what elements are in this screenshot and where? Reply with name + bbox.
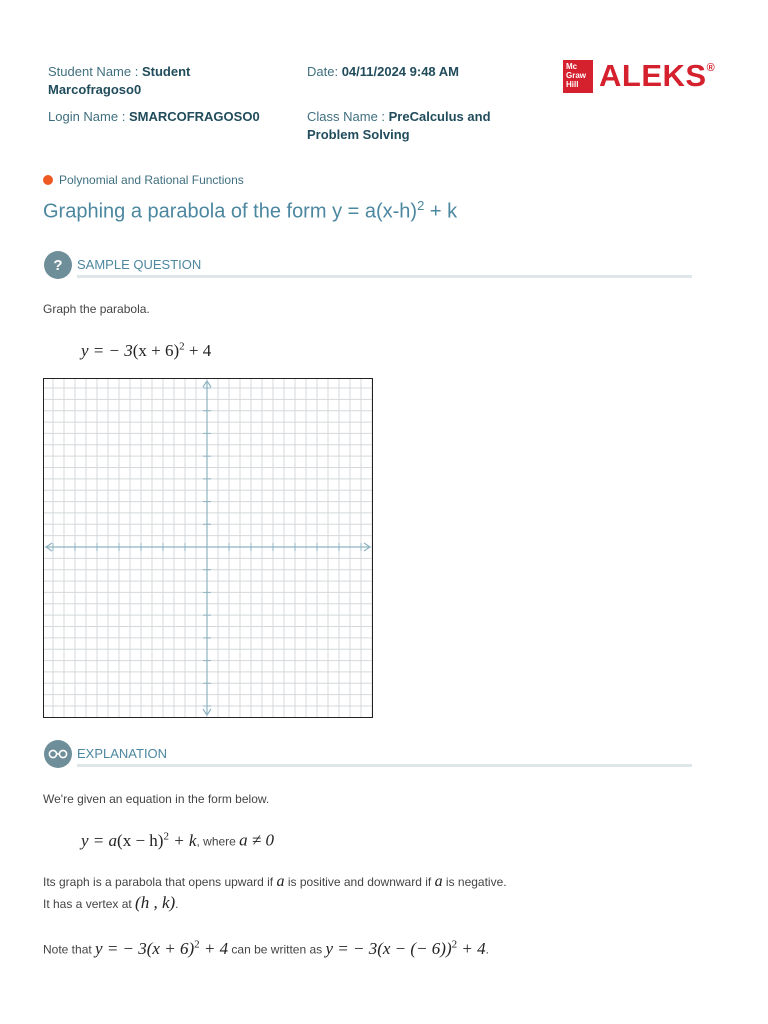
question-mark-icon: ? [44, 251, 72, 279]
sample-equation: y = − $3(x + 6)^2 + 4$ [81, 340, 212, 360]
explanation-note: Note that y = − $3(x + 6)^2 + 4$ can be written as y = − 3(x − (− 6))$^2$ + 4. [43, 938, 489, 958]
topic-label: Polynomial and Rational Functions [59, 173, 244, 187]
sample-question-label: SAMPLE QUESTION [77, 257, 202, 272]
date-field [307, 63, 537, 81]
explanation-header [44, 740, 692, 770]
topic-dot-icon [43, 175, 53, 185]
class-field [307, 108, 527, 144]
graph-grid[interactable] [44, 379, 372, 717]
login-field [48, 108, 298, 126]
login-label: Login Name : [48, 109, 129, 124]
student-name-value: Student Marcofragoso0 [48, 64, 191, 97]
aleks-logo [563, 58, 715, 94]
page-title: Graphing a parabola of the form $y = a(x-h)^2 + k$ [43, 198, 458, 223]
login-value: SMARCOFRAGOSO0 [128, 109, 260, 124]
class-value: PreCalculus and Problem Solving [307, 109, 491, 142]
aleks-wordmark: ALEKS® [599, 58, 716, 93]
explanation-label: EXPLANATION [77, 746, 168, 761]
sample-prompt: Graph the parabola. [43, 302, 150, 316]
student-name-field [48, 63, 278, 99]
explanation-intro: We're given an equation in the form below. [43, 792, 270, 806]
vertex-form-equation: $y = a(x - h)^2 + k$, where a ≠ 0 [81, 830, 275, 850]
mcgraw-hill-logo: Mc Graw Hill [563, 60, 593, 93]
glasses-icon [44, 740, 72, 768]
explanation-vertex: It has a vertex at (h , k). [43, 893, 179, 912]
topic-breadcrumb [43, 173, 244, 187]
explanation-direction: Its graph is a parabola that opens upward if a is positive and downward if a is negative. [43, 873, 507, 890]
graphing-canvas[interactable] [43, 378, 373, 718]
sample-question-header [44, 251, 692, 281]
student-name-label: Student Name : [48, 64, 142, 79]
date-label: Date: [307, 64, 342, 79]
section-divider [77, 275, 692, 278]
section-divider [77, 764, 692, 767]
date-value: 04/11/2024 9:48 AM [341, 64, 460, 79]
class-label: Class Name : [307, 109, 389, 124]
